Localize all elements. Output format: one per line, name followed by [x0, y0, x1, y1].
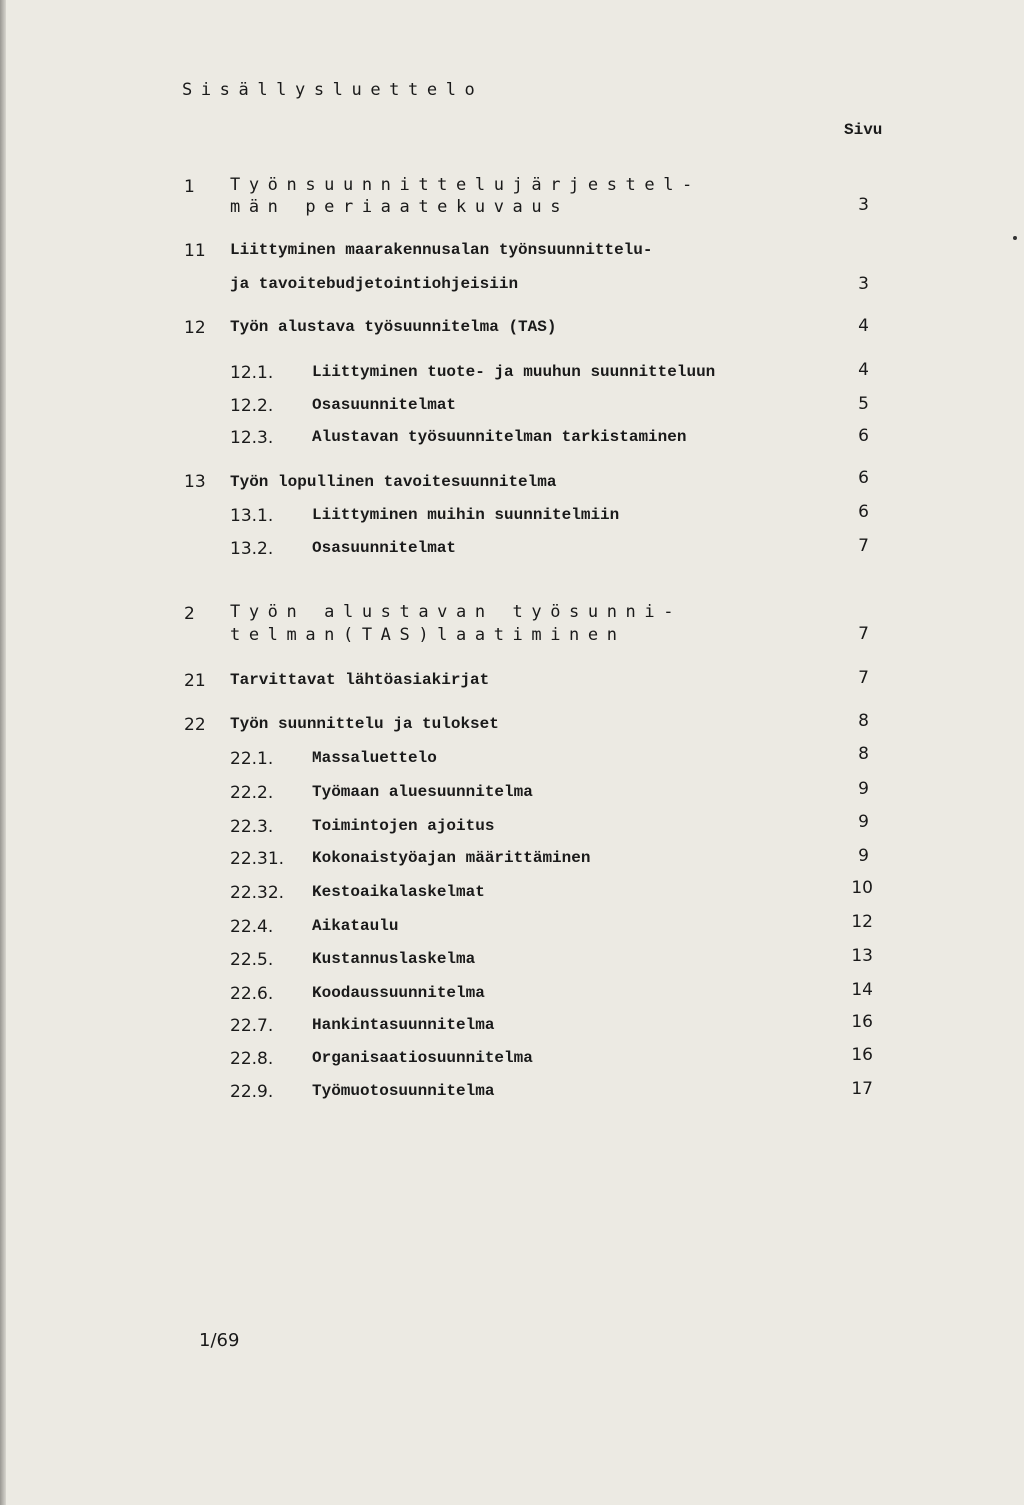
toc-number: 22.1. — [230, 749, 274, 769]
toc-number: 22.6. — [230, 984, 274, 1004]
toc-page-number: 13 — [851, 946, 873, 966]
toc-page-number: 12 — [851, 912, 873, 932]
toc-number: 13.1. — [230, 506, 274, 526]
document-title: Sisällysluettelo — [182, 80, 484, 100]
toc-heading-line: män periaatekuvaus — [230, 197, 570, 217]
toc-entry-title: ja tavoitebudjetointiohjeisiin — [230, 275, 519, 293]
toc-page-number: 3 — [858, 195, 869, 215]
toc-entry-title: Alustavan työsuunnitelman tarkistaminen — [312, 428, 687, 446]
toc-heading-line: Työn alustavan työsunni- — [230, 602, 683, 622]
toc-entry-title: Toimintojen ajoitus — [312, 817, 495, 835]
toc-entry-title: Osasuunnitelmat — [312, 539, 457, 557]
toc-page-number: 17 — [851, 1079, 873, 1099]
toc-entry-title: Työn suunnittelu ja tulokset — [230, 715, 499, 733]
toc-heading-line: telman(TAS)laatiminen — [230, 625, 626, 645]
toc-number: 22.8. — [230, 1049, 274, 1069]
toc-page-number: 7 — [858, 668, 869, 688]
toc-number: 22.9. — [230, 1082, 274, 1102]
toc-entry-title: Massaluettelo — [312, 749, 437, 767]
toc-page-number: 14 — [851, 980, 873, 1000]
toc-page-number: 3 — [858, 274, 869, 294]
toc-entry-title: Aikataulu — [312, 917, 399, 935]
toc-page-number: 16 — [851, 1012, 873, 1032]
toc-entry-title: Kokonaistyöajan määrittäminen — [312, 849, 591, 867]
toc-number: 22.3. — [230, 817, 274, 837]
toc-number: 22.4. — [230, 917, 274, 937]
toc-entry-title: Työn alustava työsuunnitelma (TAS) — [230, 318, 557, 336]
page-footer-code: 1/69 — [199, 1330, 240, 1351]
toc-page-number: 6 — [858, 502, 869, 522]
toc-page-number: 5 — [858, 394, 869, 414]
toc-page-number: 7 — [858, 536, 869, 556]
toc-entry-title: Liittyminen tuote- ja muuhun suunnitteluun — [312, 363, 716, 381]
toc-number: 11 — [184, 241, 206, 261]
toc-number: 13 — [184, 472, 206, 492]
toc-page-number: 9 — [858, 779, 869, 799]
toc-entry-title: Työn lopullinen tavoitesuunnitelma — [230, 473, 557, 491]
page-edge-shadow — [0, 0, 6, 1505]
toc-entry-title: Kustannuslaskelma — [312, 950, 476, 968]
toc-entry-title: Kestoaikalaskelmat — [312, 883, 485, 901]
toc-entry-title: Koodaussuunnitelma — [312, 984, 485, 1002]
toc-entry-title: Tarvittavat lähtöasiakirjat — [230, 671, 490, 689]
toc-number: 1 — [184, 177, 195, 197]
toc-number: 22.7. — [230, 1016, 274, 1036]
toc-page-number: 6 — [858, 468, 869, 488]
toc-page-number: 8 — [858, 711, 869, 731]
toc-page-number: 8 — [858, 744, 869, 764]
paper-speck — [1013, 236, 1017, 240]
toc-entry-title: Työmaan aluesuunnitelma — [312, 783, 533, 801]
toc-number: 21 — [184, 671, 206, 691]
toc-page-number: 16 — [851, 1045, 873, 1065]
toc-number: 12.3. — [230, 428, 274, 448]
toc-entry-title: Liittyminen muihin suunnitelmiin — [312, 506, 620, 524]
toc-number: 22.31. — [230, 849, 285, 869]
toc-page-number: 10 — [851, 878, 873, 898]
toc-number: 12.1. — [230, 363, 274, 383]
toc-page-number: 4 — [858, 360, 869, 380]
toc-entry-title: Työmuotosuunnitelma — [312, 1082, 495, 1100]
toc-number: 12 — [184, 318, 206, 338]
toc-number: 22 — [184, 715, 206, 735]
toc-number: 22.2. — [230, 783, 274, 803]
toc-number: 22.5. — [230, 950, 274, 970]
toc-entry-title: Liittyminen maarakennusalan työnsuunnittelu- — [230, 241, 653, 259]
toc-page-number: 9 — [858, 812, 869, 832]
toc-number: 13.2. — [230, 539, 274, 559]
toc-page-number: 4 — [858, 316, 869, 336]
toc-number: 12.2. — [230, 396, 274, 416]
toc-heading-line: Työnsuunnittelujärjestel- — [230, 175, 701, 195]
toc-number: 22.32. — [230, 883, 285, 903]
toc-entry-title: Organisaatiosuunnitelma — [312, 1049, 533, 1067]
toc-page-number: 7 — [858, 624, 869, 644]
toc-number: 2 — [184, 604, 195, 624]
page-column-header: Sivu — [844, 121, 883, 139]
toc-entry-title: Osasuunnitelmat — [312, 396, 457, 414]
toc-page-number: 9 — [858, 846, 869, 866]
toc-entry-title: Hankintasuunnitelma — [312, 1016, 495, 1034]
toc-page-number: 6 — [858, 426, 869, 446]
